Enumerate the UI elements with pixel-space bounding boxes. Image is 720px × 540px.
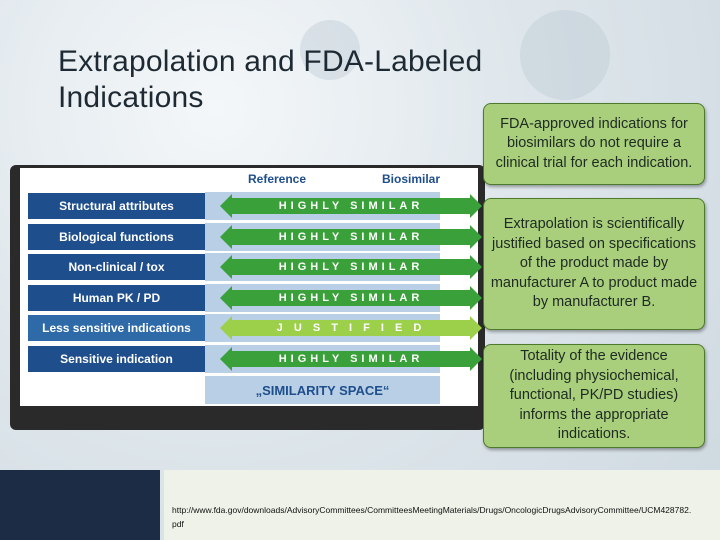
arrow-text: HIGHLY SIMILAR	[278, 291, 424, 304]
arrow-text: HIGHLY SIMILAR	[278, 352, 424, 365]
arrow-text: HIGHLY SIMILAR	[278, 261, 424, 273]
similarity-arrow	[220, 316, 482, 340]
note-box-extrapolation: Extrapolation is scientifically justified based on specifications of the product made by manufacturer A to product made by manufacturer B.	[483, 198, 705, 330]
similarity-arrow	[220, 255, 482, 279]
biosimilar-header: Biosimilar	[382, 172, 441, 186]
row-label: Less sensitive indications	[28, 315, 205, 341]
arrow-text: J U S T I F I E D	[276, 322, 426, 334]
row-label: Biological functions	[28, 224, 205, 250]
similarity-space-label: „SIMILARITY SPACE“	[205, 376, 440, 404]
reference-header: Reference	[248, 172, 307, 186]
similarity-row	[20, 284, 478, 312]
row-label: Human PK / PD	[28, 285, 205, 311]
footer-navy-block	[0, 470, 160, 540]
similarity-row	[20, 314, 478, 342]
similarity-figure	[20, 168, 478, 406]
source-url[interactable]: http://www.fda.gov/downloads/AdvisoryCommittees/CommitteesMeetingMaterials/Drugs/OncologicDrugsAdvisoryCommittee/UCM428782.pdf	[172, 505, 692, 529]
row-label: Structural attributes	[28, 193, 205, 219]
note-box-fda-approved: FDA-approved indications for biosimilars do not require a clinical trial for each indication.	[483, 103, 705, 185]
similarity-row	[20, 223, 478, 251]
similarity-row	[20, 253, 478, 281]
similarity-arrow	[220, 347, 482, 371]
similarity-arrow	[220, 225, 482, 249]
row-label: Sensitive indication	[28, 346, 205, 372]
row-label: Non-clinical / tox	[28, 254, 205, 280]
note-box-totality: Totality of the evidence (including physiochemical, functional, PK/PD studies) informs the appropriate indications.	[483, 344, 705, 448]
arrow-text: HIGHLY SIMILAR	[278, 230, 424, 243]
similarity-row	[20, 345, 478, 373]
arrow-text: HIGHLY SIMILAR	[278, 200, 424, 212]
similarity-row	[20, 192, 478, 220]
similarity-arrow	[220, 194, 482, 218]
similarity-arrow	[220, 286, 482, 310]
slide-title: Extrapolation and FDA-Labeled Indications	[58, 45, 483, 114]
